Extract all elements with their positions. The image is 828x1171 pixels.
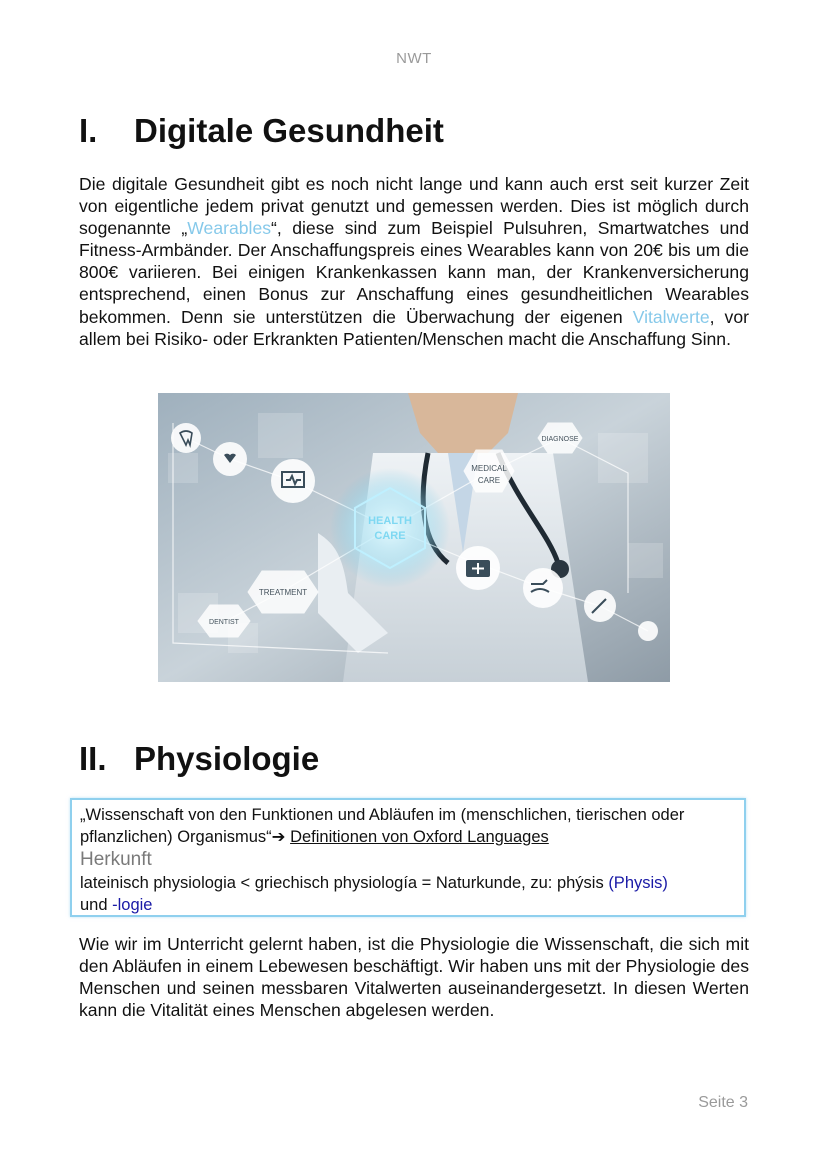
section-1-number: I. bbox=[79, 112, 98, 149]
section-1-heading bbox=[79, 112, 444, 150]
etymology-text bbox=[80, 872, 744, 916]
health-care-label-2: CARE bbox=[374, 530, 406, 542]
diagnose-label: DIAGNOSE bbox=[541, 436, 579, 443]
definition-quote bbox=[80, 804, 744, 848]
herkunft-heading: Herkunft bbox=[80, 849, 152, 870]
medical-care-label-2: CARE bbox=[477, 476, 501, 485]
section-1-paragraph bbox=[79, 173, 749, 350]
arrow-icon: ➔ bbox=[271, 828, 286, 846]
paragraph-text: Die digitale Gesundheit gibt es noch nicht lange und kann auch erst seit kurzer Zeit von eigentliche jedem privat genutzt und gemessen werden. Dies ist möglich durch sogenannte „ bbox=[79, 174, 749, 239]
medical-care-label-1: MEDICAL bbox=[471, 464, 507, 473]
oxford-source-link[interactable]: Definitionen von Oxford Languages bbox=[290, 828, 549, 846]
definition-box bbox=[70, 798, 746, 917]
logie-link[interactable]: -logie bbox=[112, 896, 153, 914]
section-2-title: Physiologie bbox=[134, 740, 320, 777]
dentist-label: DENTIST bbox=[209, 619, 239, 626]
paragraph-text: , vor allem bei Risiko- oder Erkrankten Patienten/Menschen macht die Anschaffung Sinn. bbox=[79, 306, 749, 349]
treatment-label: TREATMENT bbox=[258, 588, 308, 597]
section-2-heading bbox=[79, 740, 319, 778]
etymology-und: und bbox=[80, 896, 113, 914]
section-2-paragraph: Wie wir im Unterricht gelernt haben, ist die Physiologie die Wissenschaft, die sich mit den Abläufen in einem Lebewesen beschäftigt. Wir haben uns mit der Physiologie des Menschen und seinen messbaren Vitalwerten auseinandergesetzt. In diesen Werten kann die Vitalität eines Menschen abgelesen werden. bbox=[79, 934, 749, 1021]
page-number: Seite 3 bbox=[698, 1094, 748, 1111]
section-2-number: II. bbox=[79, 740, 107, 777]
vitalwerte-link[interactable]: Vitalwerte bbox=[632, 306, 710, 327]
etymology-main: lateinisch physiologia < griechisch physiología = Naturkunde, zu: phýsis bbox=[80, 874, 609, 892]
section-1-title: Digitale Gesundheit bbox=[134, 112, 444, 149]
page-header: NWT bbox=[396, 50, 432, 67]
paragraph-text: “, diese sind zum Beispiel Pulsuhren, Smartwatches und Fitness-Armbänder. Der Anschaffungspreis eines Wearables kann von 20€ bis um die 800€ variieren. Bei einigen Krankenkassen kann man, der Krankenversicherung entsprechend, einen Bonus zur Anschaffung eines gesundheitlichen Wearables bekommen. Denn sie unterstützen die Überwachung der eigenen bbox=[79, 218, 749, 327]
physis-link[interactable]: (Physis) bbox=[608, 874, 668, 892]
health-care-label-1: HEALTH bbox=[368, 515, 412, 527]
health-care-photo bbox=[158, 393, 670, 682]
first-aid-kit-icon bbox=[466, 560, 490, 577]
quote-text: „Wissenschaft von den Funktionen und Abläufen im (menschlichen, tierischen oder pflanzlichen) Organismus“ bbox=[80, 806, 685, 846]
wearables-link[interactable]: Wearables bbox=[187, 218, 272, 239]
